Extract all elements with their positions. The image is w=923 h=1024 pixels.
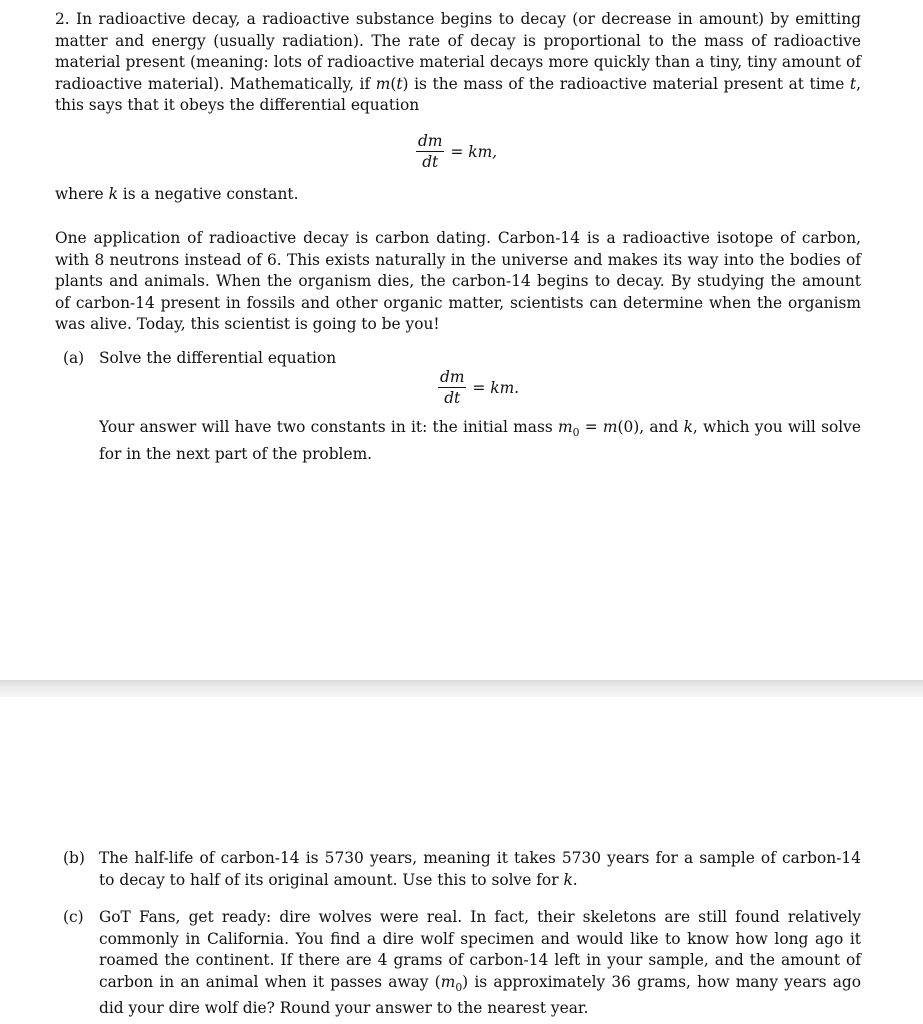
fraction: $\frac{dm}{dt}$: [418, 132, 443, 171]
problem-number: 2.: [55, 10, 70, 28]
where-clause: where k is a negative constant.: [55, 185, 299, 203]
part-a-followup: Your answer will have two constants in it: the initial mass $m_0 = m(0)$, and k, which you will solve for in the next part of the problem.: [99, 418, 861, 463]
part-c: [63, 907, 861, 1020]
page-2: [0, 697, 923, 1024]
problem-intro: 2. In radioactive decay, a radioactive substance begins to decay (or decrease in amount) by emitting matter and energy (usually radiation). The rate of decay is proportional to the mass of radioactive material present (meaning: lots of radioactive material decays more quickly than a tiny, tiny amount of radioactive material). Mathematically, if m(t) is the mass of the radioactive material present at time t, this says that it obeys the differential equation: [55, 10, 861, 115]
differential-equation-2: $\frac{dm}{dt}$ = km.: [440, 368, 520, 407]
part-b-text: The half-life of carbon-14 is 5730 years, meaning it takes 5730 years for a sample of carbon-14 to decay to half of its original amount. Use this to solve for k.: [99, 849, 861, 889]
part-a-label: (a): [63, 349, 85, 367]
part-c-text: GoT Fans, get ready: dire wolves were real. In fact, their skeletons are still found relatively commonly in California. You find a dire wolf specimen and would like to know how long ago it roamed the continent. If there are 4 grams of carbon-14 left in your sample, and the amount of carbon in an animal when it passes away $(m_0)$ is approximately 36 grams, how many years ago did your dire wolf die? Round your answer to the nearest year.: [99, 908, 862, 1018]
differential-equation-1: $\frac{dm}{dt}$ = km,: [418, 132, 498, 171]
part-a-text: Solve the differential equation: [99, 349, 337, 367]
part-c-label: (c): [63, 908, 84, 926]
part-a: [63, 348, 861, 370]
part-b: [63, 848, 861, 891]
application-paragraph: One application of radioactive decay is carbon dating. Carbon-14 is a radioactive isotope of carbon, with 8 neutrons instead of 6. This exists naturally in the universe and makes its way into the bodies of plants and animals. When the organism dies, the carbon-14 begins to decay. By studying the amount of carbon-14 present in fossils and other organic matter, scientists can determine when the organism was alive. Today, this scientist is going to be you!: [55, 229, 861, 334]
page-divider: [0, 680, 923, 697]
part-b-label: (b): [63, 849, 85, 867]
fraction: $\frac{dm}{dt}$: [440, 368, 465, 407]
